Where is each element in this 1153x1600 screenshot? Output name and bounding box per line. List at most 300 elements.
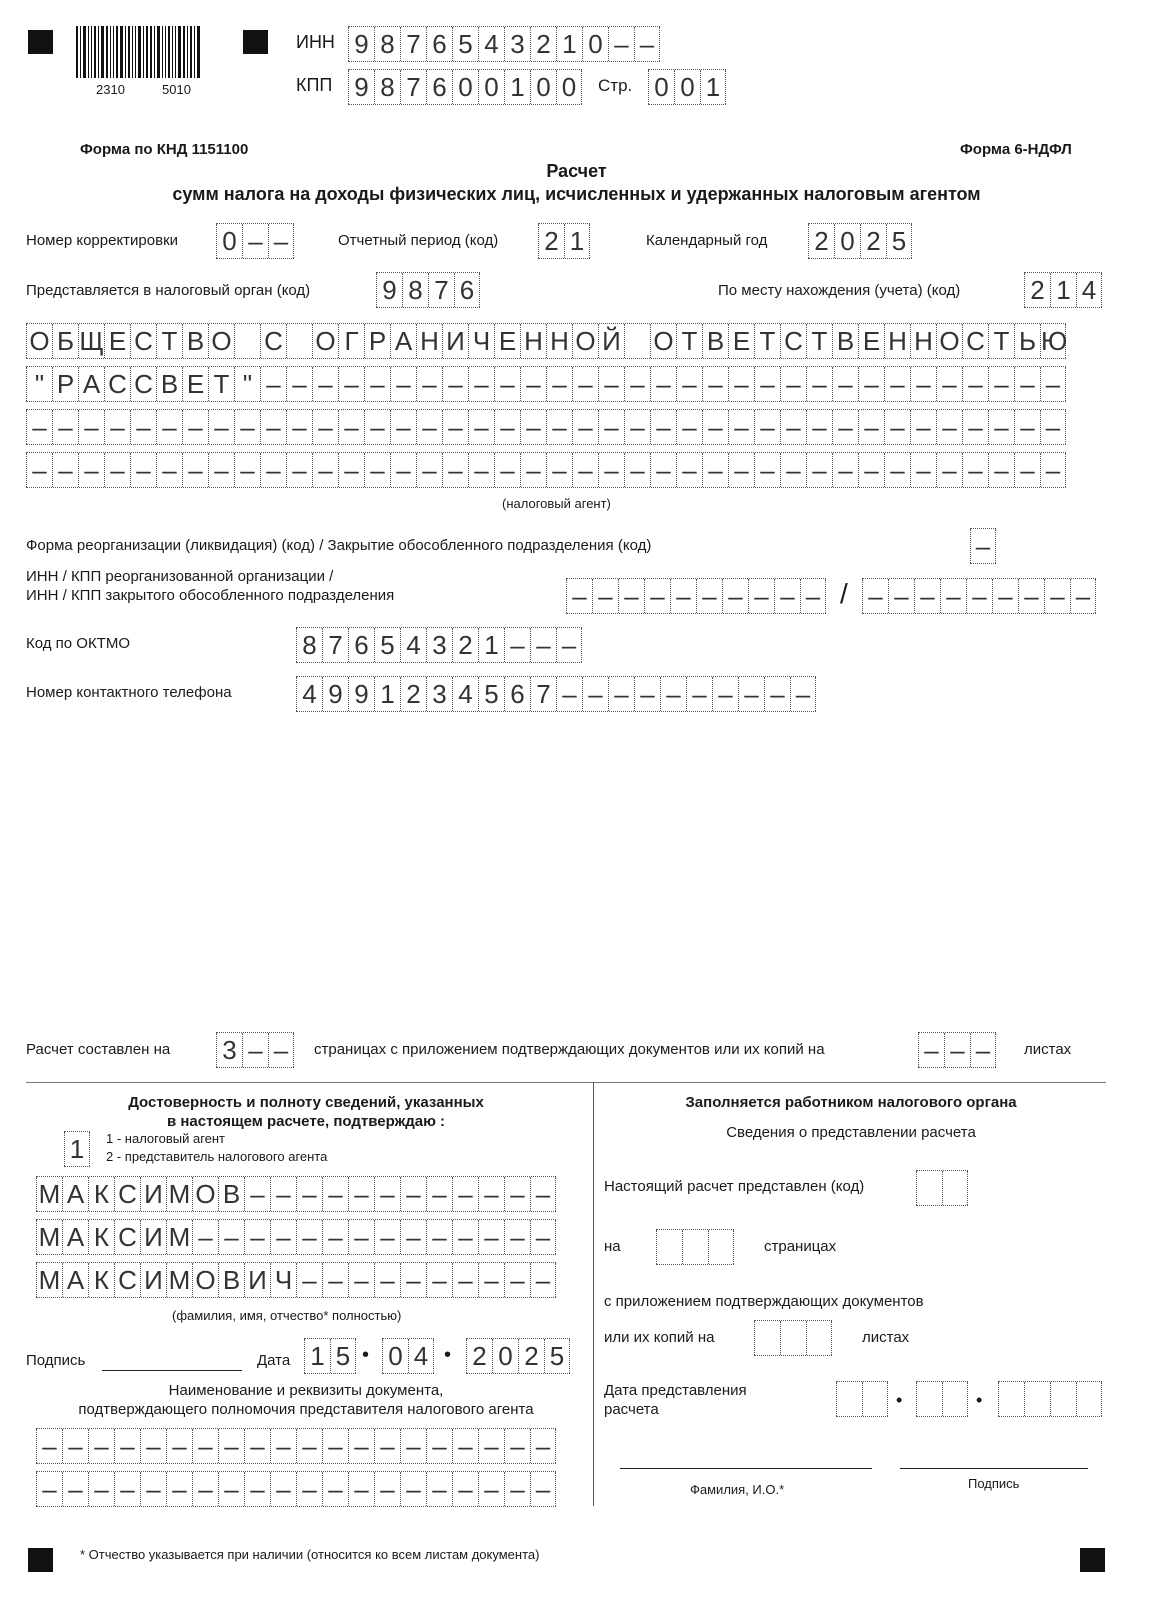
character-cell[interactable]: – bbox=[374, 1429, 400, 1463]
character-cell[interactable]: 1 bbox=[700, 70, 726, 104]
character-cell[interactable]: 9 bbox=[322, 677, 348, 711]
character-cell[interactable]: 0 bbox=[530, 70, 556, 104]
character-cell[interactable]: – bbox=[416, 410, 442, 444]
character-cell[interactable]: – bbox=[546, 410, 572, 444]
character-cell[interactable]: 3 bbox=[426, 677, 452, 711]
character-cell[interactable]: – bbox=[624, 367, 650, 401]
character-cell[interactable]: М bbox=[166, 1177, 192, 1211]
character-cell[interactable]: – bbox=[494, 453, 520, 487]
character-cell[interactable]: – bbox=[78, 410, 104, 444]
character-cell[interactable]: – bbox=[374, 1472, 400, 1506]
character-cell[interactable]: – bbox=[988, 367, 1014, 401]
character-cell[interactable]: – bbox=[244, 1429, 270, 1463]
character-cell[interactable]: 0 bbox=[556, 70, 582, 104]
character-cell[interactable]: О bbox=[192, 1263, 218, 1297]
character-cell[interactable]: Б bbox=[52, 324, 78, 358]
character-cell[interactable]: – bbox=[738, 677, 764, 711]
doc-row-2[interactable] bbox=[36, 1471, 556, 1507]
pages-cells[interactable] bbox=[216, 1032, 294, 1068]
character-cell[interactable]: – bbox=[234, 453, 260, 487]
character-cell[interactable]: – bbox=[364, 410, 390, 444]
character-cell[interactable]: – bbox=[478, 1177, 504, 1211]
character-cell[interactable]: – bbox=[702, 367, 728, 401]
doc-row-1[interactable] bbox=[36, 1428, 556, 1464]
character-cell[interactable]: – bbox=[650, 453, 676, 487]
character-cell[interactable]: – bbox=[806, 367, 832, 401]
character-cell[interactable]: К bbox=[88, 1177, 114, 1211]
character-cell[interactable]: К bbox=[88, 1220, 114, 1254]
character-cell[interactable]: 2 bbox=[808, 224, 834, 258]
reorg-kpp-cells[interactable] bbox=[862, 578, 1096, 614]
character-cell[interactable]: – bbox=[566, 579, 592, 613]
character-cell[interactable]: – bbox=[192, 1429, 218, 1463]
character-cell[interactable]: 9 bbox=[376, 273, 402, 307]
character-cell[interactable]: 0 bbox=[478, 70, 504, 104]
character-cell[interactable]: – bbox=[728, 453, 754, 487]
character-cell[interactable]: 6 bbox=[426, 27, 452, 61]
character-cell[interactable]: С bbox=[130, 367, 156, 401]
character-cell[interactable]: В bbox=[218, 1177, 244, 1211]
character-cell[interactable]: 0 bbox=[674, 70, 700, 104]
character-cell[interactable]: 1 bbox=[504, 70, 530, 104]
character-cell[interactable]: К bbox=[88, 1263, 114, 1297]
character-cell[interactable]: Р bbox=[364, 324, 390, 358]
character-cell[interactable]: О bbox=[650, 324, 676, 358]
character-cell[interactable]: – bbox=[426, 1263, 452, 1297]
character-cell[interactable]: – bbox=[400, 1220, 426, 1254]
character-cell[interactable]: С bbox=[114, 1263, 140, 1297]
character-cell[interactable]: – bbox=[374, 1220, 400, 1254]
character-cell[interactable]: – bbox=[140, 1472, 166, 1506]
character-cell[interactable] bbox=[624, 324, 650, 358]
character-cell[interactable]: – bbox=[696, 579, 722, 613]
character-cell[interactable]: – bbox=[426, 1177, 452, 1211]
character-cell[interactable]: Т bbox=[208, 367, 234, 401]
character-cell[interactable] bbox=[286, 324, 312, 358]
character-cell[interactable]: – bbox=[130, 410, 156, 444]
character-cell[interactable]: – bbox=[140, 1429, 166, 1463]
character-cell[interactable]: – bbox=[858, 367, 884, 401]
character-cell[interactable]: – bbox=[936, 453, 962, 487]
character-cell[interactable]: – bbox=[322, 1429, 348, 1463]
character-cell[interactable]: – bbox=[858, 410, 884, 444]
character-cell[interactable]: – bbox=[244, 1220, 270, 1254]
character-cell[interactable]: Н bbox=[416, 324, 442, 358]
character-cell[interactable]: – bbox=[644, 579, 670, 613]
character-cell[interactable]: – bbox=[520, 453, 546, 487]
character-cell[interactable]: 2 bbox=[518, 1339, 544, 1373]
character-cell[interactable]: – bbox=[296, 1220, 322, 1254]
submitted-cells[interactable] bbox=[916, 1170, 968, 1206]
character-cell[interactable]: – bbox=[426, 1429, 452, 1463]
character-cell[interactable]: – bbox=[1040, 410, 1066, 444]
character-cell[interactable]: В bbox=[182, 324, 208, 358]
character-cell[interactable]: М bbox=[166, 1263, 192, 1297]
location-cells[interactable] bbox=[1024, 272, 1102, 308]
character-cell[interactable]: – bbox=[634, 677, 660, 711]
character-cell[interactable]: – bbox=[426, 1472, 452, 1506]
character-cell[interactable]: – bbox=[530, 1220, 556, 1254]
character-cell[interactable]: О bbox=[936, 324, 962, 358]
character-cell[interactable]: С bbox=[260, 324, 286, 358]
character-cell[interactable]: – bbox=[270, 1429, 296, 1463]
character-cell[interactable]: – bbox=[268, 1033, 294, 1067]
character-cell[interactable]: – bbox=[618, 579, 644, 613]
character-cell[interactable]: – bbox=[944, 1033, 970, 1067]
character-cell[interactable]: – bbox=[260, 410, 286, 444]
submit-month-cells[interactable] bbox=[916, 1381, 968, 1417]
character-cell[interactable]: – bbox=[520, 367, 546, 401]
character-cell[interactable]: – bbox=[572, 410, 598, 444]
character-cell[interactable]: – bbox=[390, 367, 416, 401]
character-cell[interactable]: – bbox=[442, 453, 468, 487]
character-cell[interactable]: – bbox=[572, 367, 598, 401]
character-cell[interactable]: Н bbox=[546, 324, 572, 358]
character-cell[interactable]: С bbox=[130, 324, 156, 358]
character-cell[interactable]: – bbox=[192, 1472, 218, 1506]
attach-cells[interactable] bbox=[754, 1320, 832, 1356]
character-cell[interactable]: – bbox=[764, 677, 790, 711]
character-cell[interactable]: – bbox=[374, 1177, 400, 1211]
character-cell[interactable]: – bbox=[130, 453, 156, 487]
tax-office-cells[interactable] bbox=[376, 272, 480, 308]
character-cell[interactable]: 1 bbox=[304, 1339, 330, 1373]
character-cell[interactable]: – bbox=[62, 1472, 88, 1506]
character-cell[interactable]: Е bbox=[858, 324, 884, 358]
character-cell[interactable]: 2 bbox=[860, 224, 886, 258]
character-cell[interactable]: – bbox=[494, 367, 520, 401]
character-cell[interactable]: 0 bbox=[452, 70, 478, 104]
phone-cells[interactable] bbox=[296, 676, 816, 712]
character-cell[interactable]: – bbox=[572, 453, 598, 487]
character-cell[interactable] bbox=[780, 1321, 806, 1355]
character-cell[interactable]: 4 bbox=[452, 677, 478, 711]
character-cell[interactable]: – bbox=[348, 1263, 374, 1297]
character-cell[interactable]: Е bbox=[182, 367, 208, 401]
character-cell[interactable]: – bbox=[634, 27, 660, 61]
character-cell[interactable]: " bbox=[26, 367, 52, 401]
character-cell[interactable]: Ч bbox=[270, 1263, 296, 1297]
character-cell[interactable]: – bbox=[728, 410, 754, 444]
character-cell[interactable]: – bbox=[104, 453, 130, 487]
character-cell[interactable]: – bbox=[1044, 579, 1070, 613]
character-cell[interactable]: Т bbox=[806, 324, 832, 358]
character-cell[interactable]: – bbox=[452, 1263, 478, 1297]
character-cell[interactable]: 7 bbox=[428, 273, 454, 307]
character-cell[interactable]: – bbox=[832, 410, 858, 444]
character-cell[interactable]: – bbox=[478, 1472, 504, 1506]
character-cell[interactable]: – bbox=[1018, 579, 1044, 613]
character-cell[interactable] bbox=[1076, 1382, 1102, 1416]
character-cell[interactable]: 0 bbox=[492, 1339, 518, 1373]
character-cell[interactable]: – bbox=[348, 1177, 374, 1211]
character-cell[interactable]: 6 bbox=[426, 70, 452, 104]
character-cell[interactable]: 0 bbox=[834, 224, 860, 258]
character-cell[interactable]: 7 bbox=[530, 677, 556, 711]
character-cell[interactable]: А bbox=[62, 1263, 88, 1297]
character-cell[interactable]: – bbox=[988, 453, 1014, 487]
character-cell[interactable]: 4 bbox=[296, 677, 322, 711]
sheets-cells[interactable] bbox=[918, 1032, 996, 1068]
character-cell[interactable]: О bbox=[208, 324, 234, 358]
character-cell[interactable]: 1 bbox=[374, 677, 400, 711]
character-cell[interactable]: – bbox=[660, 677, 686, 711]
character-cell[interactable]: – bbox=[478, 1263, 504, 1297]
character-cell[interactable]: 3 bbox=[426, 628, 452, 662]
agent-name-row-1[interactable] bbox=[26, 323, 1066, 359]
character-cell[interactable]: – bbox=[546, 367, 572, 401]
character-cell[interactable]: – bbox=[364, 453, 390, 487]
character-cell[interactable]: 5 bbox=[544, 1339, 570, 1373]
character-cell[interactable]: – bbox=[468, 453, 494, 487]
character-cell[interactable]: 8 bbox=[374, 70, 400, 104]
character-cell[interactable]: 5 bbox=[478, 677, 504, 711]
character-cell[interactable]: М bbox=[36, 1177, 62, 1211]
character-cell[interactable]: О bbox=[192, 1177, 218, 1211]
character-cell[interactable]: А bbox=[62, 1177, 88, 1211]
character-cell[interactable]: Т bbox=[988, 324, 1014, 358]
character-cell[interactable]: – bbox=[884, 410, 910, 444]
character-cell[interactable]: 9 bbox=[348, 70, 374, 104]
character-cell[interactable]: – bbox=[400, 1177, 426, 1211]
character-cell[interactable]: 2 bbox=[452, 628, 478, 662]
character-cell[interactable]: – bbox=[670, 579, 696, 613]
character-cell[interactable]: – bbox=[364, 367, 390, 401]
agent-name-row-4[interactable] bbox=[26, 452, 1066, 488]
character-cell[interactable]: Р bbox=[52, 367, 78, 401]
character-cell[interactable]: В bbox=[702, 324, 728, 358]
character-cell[interactable]: – bbox=[156, 453, 182, 487]
character-cell[interactable]: – bbox=[244, 1472, 270, 1506]
character-cell[interactable]: 0 bbox=[382, 1339, 408, 1373]
date-year-cells[interactable] bbox=[466, 1338, 570, 1374]
character-cell[interactable]: – bbox=[712, 677, 738, 711]
character-cell[interactable]: – bbox=[556, 628, 582, 662]
date-day-cells[interactable] bbox=[304, 1338, 356, 1374]
character-cell[interactable]: – bbox=[312, 410, 338, 444]
character-cell[interactable]: – bbox=[78, 453, 104, 487]
character-cell[interactable]: – bbox=[208, 453, 234, 487]
character-cell[interactable]: – bbox=[910, 453, 936, 487]
character-cell[interactable]: – bbox=[650, 367, 676, 401]
character-cell[interactable]: – bbox=[348, 1429, 374, 1463]
character-cell[interactable]: – bbox=[208, 410, 234, 444]
character-cell[interactable]: – bbox=[452, 1429, 478, 1463]
character-cell[interactable]: Т bbox=[156, 324, 182, 358]
character-cell[interactable]: В bbox=[218, 1263, 244, 1297]
character-cell[interactable]: С bbox=[114, 1220, 140, 1254]
character-cell[interactable]: 0 bbox=[216, 224, 242, 258]
character-cell[interactable]: – bbox=[468, 410, 494, 444]
signature-line[interactable] bbox=[102, 1370, 242, 1371]
character-cell[interactable]: – bbox=[478, 1220, 504, 1254]
character-cell[interactable]: – bbox=[858, 453, 884, 487]
character-cell[interactable]: – bbox=[400, 1472, 426, 1506]
character-cell[interactable]: – bbox=[774, 579, 800, 613]
character-cell[interactable]: – bbox=[348, 1220, 374, 1254]
character-cell[interactable]: – bbox=[530, 1472, 556, 1506]
character-cell[interactable] bbox=[916, 1382, 942, 1416]
character-cell[interactable]: 7 bbox=[400, 27, 426, 61]
character-cell[interactable]: – bbox=[270, 1177, 296, 1211]
character-cell[interactable]: – bbox=[582, 677, 608, 711]
character-cell[interactable]: О bbox=[312, 324, 338, 358]
character-cell[interactable]: – bbox=[296, 1263, 322, 1297]
character-cell[interactable]: Ь bbox=[1014, 324, 1040, 358]
character-cell[interactable] bbox=[806, 1321, 832, 1355]
character-cell[interactable]: – bbox=[426, 1220, 452, 1254]
character-cell[interactable]: – bbox=[780, 367, 806, 401]
character-cell[interactable]: – bbox=[36, 1472, 62, 1506]
character-cell[interactable]: А bbox=[390, 324, 416, 358]
character-cell[interactable]: – bbox=[676, 367, 702, 401]
character-cell[interactable]: – bbox=[390, 410, 416, 444]
character-cell[interactable]: 7 bbox=[322, 628, 348, 662]
character-cell[interactable]: – bbox=[702, 453, 728, 487]
character-cell[interactable]: – bbox=[988, 410, 1014, 444]
character-cell[interactable]: – bbox=[940, 579, 966, 613]
character-cell[interactable]: – bbox=[966, 579, 992, 613]
character-cell[interactable]: В bbox=[156, 367, 182, 401]
character-cell[interactable]: 5 bbox=[452, 27, 478, 61]
character-cell[interactable]: – bbox=[114, 1429, 140, 1463]
oktmo-cells[interactable] bbox=[296, 627, 582, 663]
character-cell[interactable]: – bbox=[242, 1033, 268, 1067]
character-cell[interactable]: – bbox=[452, 1177, 478, 1211]
character-cell[interactable]: А bbox=[62, 1220, 88, 1254]
character-cell[interactable]: – bbox=[520, 410, 546, 444]
character-cell[interactable]: 6 bbox=[504, 677, 530, 711]
character-cell[interactable]: – bbox=[910, 367, 936, 401]
character-cell[interactable]: Ч bbox=[468, 324, 494, 358]
character-cell[interactable]: 2 bbox=[538, 224, 564, 258]
character-cell[interactable]: – bbox=[686, 677, 712, 711]
character-cell[interactable]: – bbox=[338, 410, 364, 444]
character-cell[interactable]: Н bbox=[520, 324, 546, 358]
character-cell[interactable]: – bbox=[348, 1472, 374, 1506]
character-cell[interactable] bbox=[1024, 1382, 1050, 1416]
character-cell[interactable]: – bbox=[286, 410, 312, 444]
character-cell[interactable]: Е bbox=[104, 324, 130, 358]
character-cell[interactable]: – bbox=[676, 453, 702, 487]
character-cell[interactable]: – bbox=[608, 27, 634, 61]
character-cell[interactable]: – bbox=[218, 1220, 244, 1254]
character-cell[interactable]: 3 bbox=[504, 27, 530, 61]
character-cell[interactable]: – bbox=[296, 1472, 322, 1506]
character-cell[interactable]: – bbox=[504, 1263, 530, 1297]
character-cell[interactable]: – bbox=[650, 410, 676, 444]
character-cell[interactable]: – bbox=[504, 1177, 530, 1211]
character-cell[interactable]: Н bbox=[910, 324, 936, 358]
signer-type-cells[interactable] bbox=[64, 1131, 90, 1167]
character-cell[interactable]: – bbox=[962, 367, 988, 401]
character-cell[interactable]: – bbox=[166, 1472, 192, 1506]
character-cell[interactable]: – bbox=[322, 1472, 348, 1506]
character-cell[interactable]: – bbox=[270, 1220, 296, 1254]
character-cell[interactable]: – bbox=[970, 1033, 996, 1067]
character-cell[interactable]: – bbox=[52, 453, 78, 487]
character-cell[interactable]: – bbox=[624, 410, 650, 444]
character-cell[interactable]: – bbox=[156, 410, 182, 444]
character-cell[interactable]: 0 bbox=[648, 70, 674, 104]
character-cell[interactable]: – bbox=[530, 1429, 556, 1463]
character-cell[interactable]: М bbox=[36, 1220, 62, 1254]
character-cell[interactable]: – bbox=[790, 677, 816, 711]
character-cell[interactable]: – bbox=[400, 1263, 426, 1297]
officer-signature-line[interactable] bbox=[900, 1468, 1088, 1469]
character-cell[interactable]: 4 bbox=[400, 628, 426, 662]
kpp-cells[interactable] bbox=[348, 69, 582, 105]
character-cell[interactable]: – bbox=[754, 410, 780, 444]
character-cell[interactable]: – bbox=[702, 410, 728, 444]
character-cell[interactable]: 4 bbox=[408, 1339, 434, 1373]
character-cell[interactable]: – bbox=[592, 579, 618, 613]
character-cell[interactable]: Щ bbox=[79, 326, 104, 356]
character-cell[interactable]: О bbox=[26, 324, 52, 358]
character-cell[interactable]: – bbox=[452, 1472, 478, 1506]
character-cell[interactable] bbox=[754, 1321, 780, 1355]
character-cell[interactable]: 2 bbox=[530, 27, 556, 61]
character-cell[interactable]: Е bbox=[494, 324, 520, 358]
character-cell[interactable]: – bbox=[192, 1220, 218, 1254]
character-cell[interactable]: 6 bbox=[454, 273, 480, 307]
character-cell[interactable]: Т bbox=[676, 324, 702, 358]
character-cell[interactable]: – bbox=[62, 1429, 88, 1463]
character-cell[interactable]: – bbox=[888, 579, 914, 613]
submit-year-cells[interactable] bbox=[998, 1381, 1102, 1417]
character-cell[interactable]: – bbox=[494, 410, 520, 444]
character-cell[interactable]: – bbox=[338, 453, 364, 487]
character-cell[interactable]: 1 bbox=[556, 27, 582, 61]
character-cell[interactable]: – bbox=[832, 453, 858, 487]
character-cell[interactable]: Н bbox=[884, 324, 910, 358]
character-cell[interactable]: – bbox=[780, 410, 806, 444]
character-cell[interactable]: – bbox=[416, 453, 442, 487]
character-cell[interactable]: – bbox=[270, 1472, 296, 1506]
character-cell[interactable]: С bbox=[114, 1177, 140, 1211]
character-cell[interactable]: – bbox=[166, 1429, 192, 1463]
character-cell[interactable] bbox=[916, 1171, 942, 1205]
inn-cells[interactable] bbox=[348, 26, 660, 62]
character-cell[interactable]: – bbox=[748, 579, 774, 613]
character-cell[interactable]: – bbox=[88, 1472, 114, 1506]
character-cell[interactable]: 4 bbox=[478, 27, 504, 61]
character-cell[interactable]: – bbox=[962, 453, 988, 487]
character-cell[interactable]: – bbox=[478, 1429, 504, 1463]
character-cell[interactable]: И bbox=[244, 1263, 270, 1297]
character-cell[interactable]: – bbox=[104, 410, 130, 444]
character-cell[interactable]: 9 bbox=[348, 677, 374, 711]
character-cell[interactable]: – bbox=[182, 453, 208, 487]
agent-name-row-2[interactable] bbox=[26, 366, 1066, 402]
character-cell[interactable]: 8 bbox=[402, 273, 428, 307]
character-cell[interactable] bbox=[862, 1382, 888, 1416]
character-cell[interactable]: Т bbox=[754, 324, 780, 358]
character-cell[interactable]: – bbox=[390, 453, 416, 487]
character-cell[interactable] bbox=[998, 1382, 1024, 1416]
character-cell[interactable]: – bbox=[1040, 453, 1066, 487]
character-cell[interactable]: – bbox=[504, 1472, 530, 1506]
character-cell[interactable]: 2 bbox=[400, 677, 426, 711]
character-cell[interactable]: – bbox=[504, 628, 530, 662]
date-month-cells[interactable] bbox=[382, 1338, 434, 1374]
character-cell[interactable]: – bbox=[624, 453, 650, 487]
character-cell[interactable]: – bbox=[530, 1263, 556, 1297]
character-cell[interactable] bbox=[682, 1230, 708, 1264]
character-cell[interactable]: В bbox=[832, 324, 858, 358]
character-cell[interactable]: " bbox=[234, 367, 260, 401]
character-cell[interactable]: 6 bbox=[348, 628, 374, 662]
